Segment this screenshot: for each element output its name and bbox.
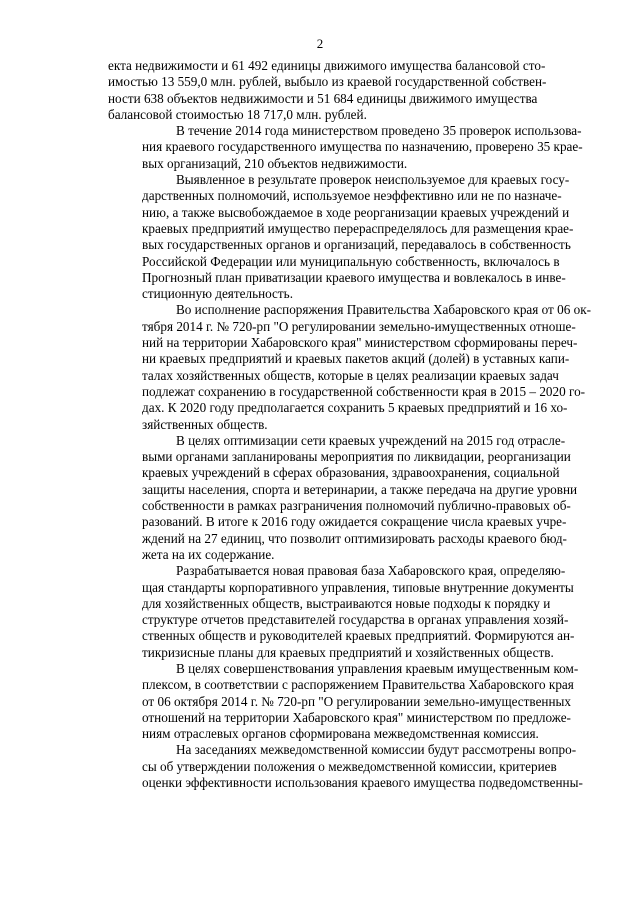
text-line: для хозяйственных обществ, выстраиваются новые подходы к порядку и — [142, 595, 551, 611]
text-line: талах хозяйственных обществ, которые в целях реализации краевых задач — [142, 367, 559, 383]
text-line: структуре отчетов представителей государства в органах управления хозяй- — [142, 612, 569, 628]
text-line: В целях оптимизации сети краевых учреждений на 2015 год отрасле- — [176, 432, 566, 448]
text-line: вых организаций, 210 объектов недвижимости. — [142, 155, 408, 171]
text-line: выми органами запланированы мероприятия по ликвидации, реорганизации — [142, 449, 571, 465]
text-line: ждений на 27 единиц, что позволит оптимизировать расходы краевого бюд- — [142, 530, 567, 546]
text-line: оценки эффективности использования краевого имущества подведомственны- — [142, 775, 583, 791]
text-line: нию, а также высвобождаемое в ходе реорганизации краевых учреждений и — [142, 204, 570, 220]
paragraph — [108, 172, 574, 302]
paragraph — [108, 302, 591, 432]
document-body — [108, 58, 591, 791]
text-line: ний на территории Хабаровского края" министерством сформированы переч- — [142, 335, 578, 351]
paragraph — [108, 742, 583, 791]
text-line: тября 2014 г. № 720-рп "О регулировании земельно-имущественных отноше- — [142, 318, 576, 334]
text-line: балансовой стоимостью 18 717,0 млн. рублей. — [108, 106, 367, 122]
text-line: собственности в рамках разграничения полномочий публично-правовых об- — [142, 498, 571, 514]
paragraph — [108, 563, 575, 661]
text-line: ниям отраслевых органов сформирована межведомственная комиссия. — [142, 726, 539, 742]
paragraph — [108, 660, 579, 742]
text-line: В течение 2014 года министерством проведено 35 проверок использова- — [176, 123, 582, 139]
text-line: от 06 октября 2014 г. № 720-рп "О регулировании земельно-имущественных — [142, 693, 571, 709]
text-line: щая стандарты корпоративного управления, типовые внутренние документы — [142, 579, 574, 595]
text-line: В целях совершенствования управления краевым имущественным ком- — [176, 660, 579, 676]
text-line: На заседаниях межведомственной комиссии будут рассмотрены вопро- — [176, 742, 577, 758]
text-line: разований. В итоге к 2016 году ожидается сокращение числа краевых учре- — [142, 514, 567, 530]
text-line: защиты населения, спорта и ветеринарии, а также передача на другие уровни — [142, 481, 578, 497]
paragraph — [108, 58, 547, 123]
text-line: вых государственных органов и организаций, передавалось в собственность — [142, 237, 571, 253]
text-line: жета на их содержание. — [142, 546, 275, 562]
text-line: зяйственных обществ. — [142, 416, 268, 432]
text-line: стиционную деятельность. — [142, 286, 293, 302]
text-line: Разрабатывается новая правовая база Хабаровского края, определяю- — [176, 563, 566, 579]
text-line: екта недвижимости и 61 492 единицы движимого имущества балансовой сто- — [108, 58, 546, 73]
text-line: Во исполнение распоряжения Правительства Хабаровского края от 06 ок- — [176, 302, 591, 318]
text-line: тикризисные планы для краевых предприятий и хозяйственных обществ. — [142, 644, 554, 660]
text-line: имостью 13 559,0 млн. рублей, выбыло из краевой государственной собствен- — [108, 74, 547, 90]
text-line: плексом, в соответствии с распоряжением Правительства Хабаровского края — [142, 677, 574, 693]
text-line: подлежат сохранению в государственной собственности края в 2015 – 2020 го- — [142, 383, 586, 399]
text-line: ния краевого государственного имущества по назначению, проверено 35 крае- — [142, 139, 583, 155]
page-number: 2 — [316, 36, 324, 51]
text-line: отношений на территории Хабаровского края" министерством по предложе- — [142, 709, 571, 725]
text-line: краевых учреждений в сферах образования, здравоохранения, социальной — [142, 465, 560, 481]
paragraph — [108, 432, 578, 563]
text-line: ственных обществ и руководителей краевых предприятий. Формируются ан- — [142, 628, 575, 644]
text-line: Российской Федерации или муниципальную собственность, включалось в — [142, 253, 560, 269]
paragraph — [108, 123, 583, 172]
text-line: сы об утверждении положения о межведомственной комиссии, критериев — [142, 758, 557, 774]
text-line: Прогнозный план приватизации краевого имущества и вовлекалось в инве- — [142, 269, 566, 285]
text-line: дах. К 2020 году предполагается сохранить 5 краевых предприятий и 16 хо- — [142, 400, 568, 416]
text-line: ни краевых предприятий и краевых пакетов акций (долей) в уставных капи- — [142, 351, 570, 367]
text-line: краевых предприятий имущество перераспределялось для размещения крае- — [142, 220, 574, 236]
text-line: Выявленное в результате проверок неиспользуемое для краевых госу- — [176, 172, 570, 188]
text-line: ности 638 объектов недвижимости и 51 684 единицы движимого имущества — [108, 90, 538, 106]
text-line: дарственных полномочий, используемое неэффективно или не по назначе- — [142, 188, 562, 204]
